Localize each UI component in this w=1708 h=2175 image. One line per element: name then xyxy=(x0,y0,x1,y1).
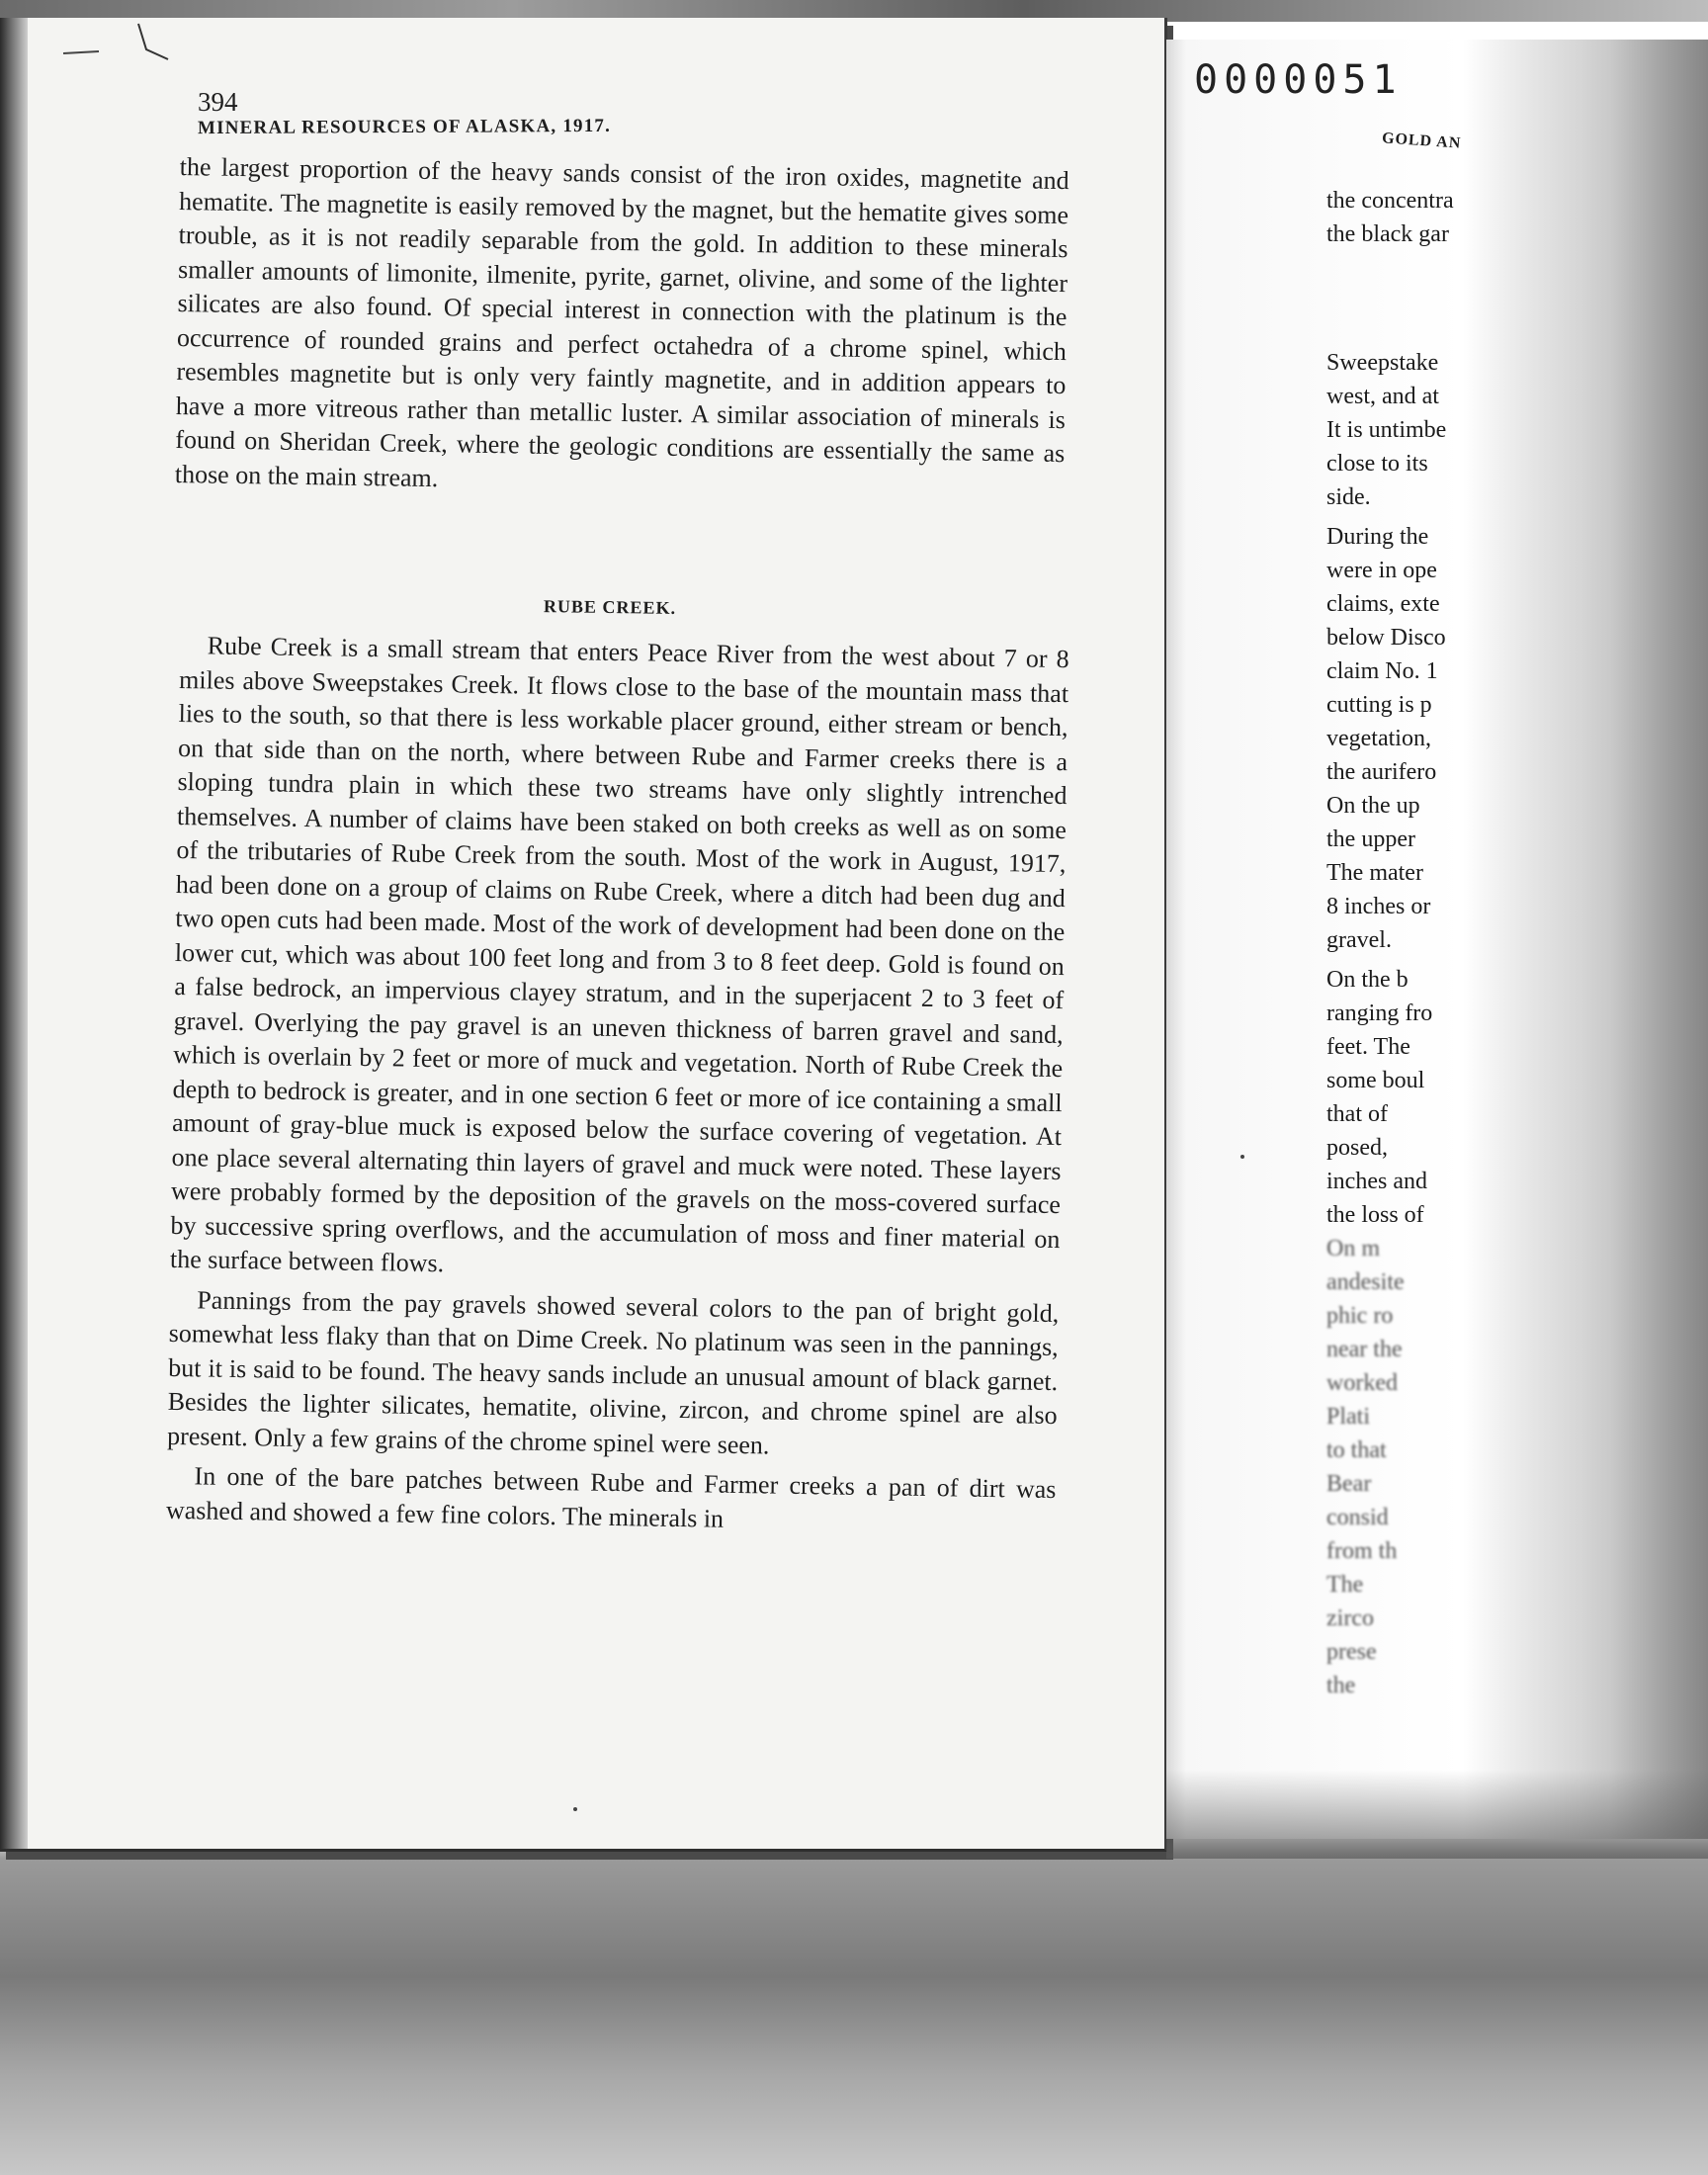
section-paragraph: Pannings from the pay gravels showed several colors to the pan of bright gold, somewhat less flaky than that on Dime Creek. No platinum was seen in the pannings, but it is said to be found. The heavy sands include an unusual amount of black garnet. Besides the lighter silicates, hematite, olivine, zircon, and chrome spinel are also present. Only a few grains of the chrome spinel were seen. xyxy=(166,1284,1060,1459)
right-line: On the b xyxy=(1326,967,1409,993)
right-line: near the xyxy=(1326,1337,1403,1362)
right-line: to that xyxy=(1326,1437,1387,1463)
scan-speck xyxy=(573,1807,577,1811)
section-paragraph: Rube Creek is a small stream that enters Peace River from the west about 7 or 8 miles above Sweepstakes Creek. It flows close to the base of the mountain mass that lies to the south, so that there is less workable placer ground, either stream or bench, on that side than on the north, where between Rube and Farmer creeks there is a sloping tundra plain in which these two streams have only slightly intrenched themselves. A number of claims have been staked on both creeks as well as on some of the tributaries of Rube Creek from the south. Most of the work in August, 1917, had been done on a group of claims on Rube Creek, where a ditch had been dug and two open cuts had been made. Most of the work of development had been done on the lower cut, which was about 100 feet long and from 3 to 8 feet deep. Gold is found on a false bedrock, an impervious clayey stratum, and in the superjacent 2 to 3 feet of gravel. Overlying the pay gravel is an uneven thickness of barren gravel and sand, which is overlain by 2 feet or more of muck and vegetation. North of Rube Creek the depth to bedrock is greater, and in one section 6 feet or more of ice containing a small amount of gray-blue muck is exposed below the surface covering of vegetation. At one place several alternating thin layers of gravel and muck were noted. These layers were probably formed by the deposition of the gravels on the moss-covered surface by successive spring overflows, and the accumulation of moss and finer material on the surface between flows. xyxy=(169,631,1069,1278)
right-line: worked xyxy=(1326,1370,1398,1396)
right-line: inches and xyxy=(1326,1169,1427,1194)
right-line: gravel. xyxy=(1326,927,1392,953)
right-line: The mater xyxy=(1326,860,1423,886)
right-line: the loss of xyxy=(1326,1202,1424,1228)
running-head: MINERAL RESOURCES OF ALASKA, 1917. xyxy=(197,115,612,139)
right-line: were in ope xyxy=(1326,558,1437,583)
section-paragraph: In one of the bare patches between Rube and Farmer creeks a pan of dirt was washed and showed a few fine colors. The minerals in xyxy=(165,1461,1057,1533)
right-line: It is untimbe xyxy=(1326,417,1447,443)
right-line: west, and at xyxy=(1326,384,1439,409)
right-line: ranging fro xyxy=(1326,1000,1433,1026)
right-page-curl-shadow xyxy=(1463,40,1708,1839)
left-page-binding-edge xyxy=(0,18,28,1849)
opening-paragraph: the largest proportion of the heavy sands consist of the iron oxides, magnetite and hematite. The magnetite is easily removed by the magnet, but the hematite gives some trouble, as it is not readily separable from the gold. In addition to these minerals smaller amounts of limonite, ilmenite, pyrite, garnet, olivine, and some of the lighter silicates are also found. Of special interest in connection with the platinum is the occurrence of rounded grains and perfect octahedra of a chrome spinel, which resembles magnetite but is only very faintly magnetite, and in addition appears to have a more vitreous rather than metallic luster. A similar association of minerals is found on Sheridan Creek, where the geologic conditions are essentially the same as those on the main stream. xyxy=(174,151,1069,492)
right-line: andesite xyxy=(1326,1269,1405,1295)
right-line: On m xyxy=(1326,1236,1380,1262)
right-line: the upper xyxy=(1326,826,1415,852)
right-running-head: GOLD AN xyxy=(1381,130,1462,152)
right-line: some boul xyxy=(1326,1068,1425,1093)
right-line: from th xyxy=(1326,1538,1398,1564)
right-line: that of xyxy=(1326,1101,1388,1127)
section-heading: RUBE CREEK. xyxy=(543,596,677,618)
right-line: On the up xyxy=(1326,793,1420,819)
right-line: the concentra xyxy=(1326,188,1454,214)
right-line: During the xyxy=(1326,524,1429,550)
right-line: Sweepstake xyxy=(1326,350,1439,376)
right-line: The xyxy=(1326,1572,1364,1598)
right-line: feet. The xyxy=(1326,1034,1410,1060)
right-line: zirco xyxy=(1326,1606,1374,1631)
right-line: below Disco xyxy=(1326,625,1446,651)
right-line: cutting is p xyxy=(1326,692,1432,718)
right-line: the aurifero xyxy=(1326,759,1437,785)
right-line: the xyxy=(1326,1673,1356,1698)
scan-speck xyxy=(1240,1155,1244,1159)
right-line: phic ro xyxy=(1326,1303,1394,1329)
opening-paragraph-block xyxy=(175,150,1069,505)
right-line: consid xyxy=(1326,1505,1389,1530)
right-line: the black gar xyxy=(1326,221,1449,247)
right-line: side. xyxy=(1326,484,1371,510)
right-line: close to its xyxy=(1326,451,1428,477)
right-page-bottom-shadow xyxy=(1166,1770,1708,1859)
right-line: prese xyxy=(1326,1639,1377,1665)
right-line: posed, xyxy=(1326,1135,1388,1161)
right-top-lines xyxy=(1326,184,1494,251)
right-main-lines xyxy=(1326,346,1494,1702)
pen-mark xyxy=(59,20,178,69)
right-line: Bear xyxy=(1326,1471,1372,1497)
section-body xyxy=(166,629,1069,1541)
document-id-stamp: 0000051 xyxy=(1194,57,1403,103)
right-line: 8 inches or xyxy=(1326,894,1431,919)
right-line: claim No. 1 xyxy=(1326,658,1438,684)
right-line: vegetation, xyxy=(1326,726,1431,751)
right-line: claims, exte xyxy=(1326,591,1440,617)
right-line: Plati xyxy=(1326,1404,1371,1430)
page-number: 394 xyxy=(198,87,238,117)
